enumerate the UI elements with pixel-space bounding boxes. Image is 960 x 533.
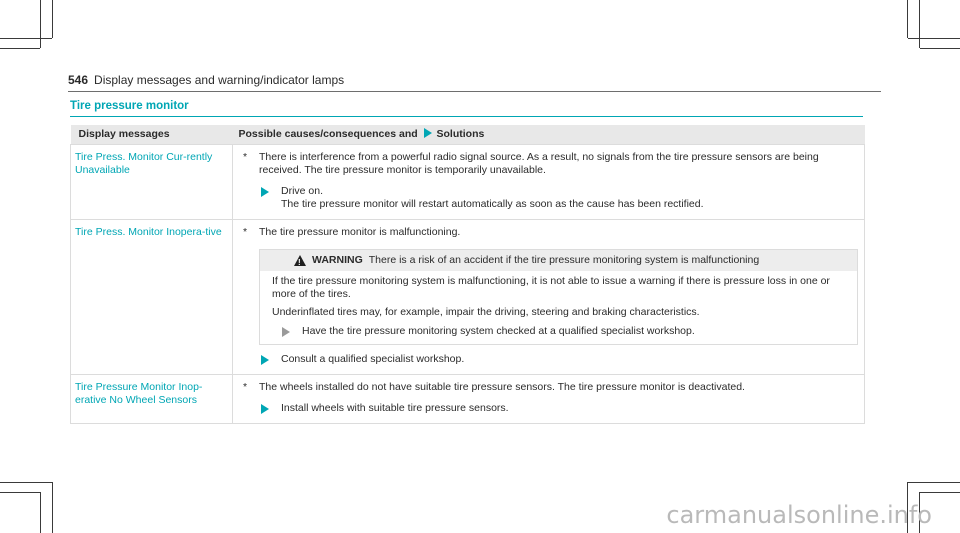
crop-mark	[0, 48, 40, 49]
crop-mark	[0, 482, 52, 483]
arrow-right-icon	[261, 355, 269, 365]
chapter-title: Display messages and warning/indicator lamps	[94, 73, 345, 87]
crop-mark	[0, 492, 40, 493]
cause-cell	[233, 145, 865, 220]
warning-label: WARNING	[312, 254, 363, 266]
crop-mark	[40, 492, 41, 533]
warning-box	[259, 249, 858, 345]
cause-text: The wheels installed do not have suitable tire pressure sensors. The tire pressure monitor is deactivated.	[259, 381, 745, 393]
action-note: The tire pressure monitor will restart automatically as soon as the cause has been rectified.	[281, 198, 704, 210]
action-step	[261, 185, 858, 211]
message-cell: Tire Pressure Monitor Inop-erative No Wheel Sensors	[71, 375, 233, 424]
column-header-display-messages: Display messages	[71, 125, 233, 145]
cause-cell	[233, 220, 865, 375]
crop-mark	[907, 0, 908, 38]
action-text: Consult a qualified specialist workshop.	[281, 353, 465, 365]
cause-item	[239, 381, 858, 394]
warning-action-step	[282, 325, 845, 338]
asterisk-bullet: *	[243, 226, 248, 238]
table-row	[71, 220, 865, 375]
crop-mark	[908, 38, 960, 39]
warning-title: There is a risk of an accident if the tire pressure monitoring system is malfunctioning	[368, 254, 760, 266]
arrow-right-icon	[261, 187, 269, 197]
crop-mark	[52, 482, 53, 533]
arrow-right-icon	[424, 128, 432, 138]
asterisk-bullet: *	[243, 151, 248, 163]
crop-mark	[908, 482, 960, 483]
crop-mark	[0, 38, 52, 39]
solutions-label: Solutions	[436, 128, 485, 140]
arrow-right-icon	[261, 404, 269, 414]
column-header-causes	[233, 125, 865, 145]
crop-mark	[920, 492, 960, 493]
table-header-row	[71, 125, 865, 145]
page-number: 546	[68, 73, 89, 87]
warning-action-text: Have the tire pressure monitoring system checked at a qualified specialist workshop.	[302, 325, 695, 337]
warning-paragraph: If the tire pressure monitoring system is malfunctioning, it is not able to issue a warning if there is pressure loss in one or more of the tires.	[272, 275, 830, 300]
crop-mark	[919, 0, 920, 48]
cause-item	[239, 151, 858, 177]
crop-mark	[920, 48, 960, 49]
action-text: Drive on.	[281, 185, 324, 197]
warning-header	[260, 250, 857, 271]
warning-triangle-icon	[294, 255, 306, 266]
crop-mark	[40, 0, 41, 48]
cause-item	[239, 226, 858, 239]
arrow-right-icon	[282, 327, 290, 337]
causes-label: Possible causes/consequences and	[238, 128, 418, 140]
asterisk-bullet: *	[243, 381, 248, 393]
table-row	[71, 375, 865, 424]
action-text: Install wheels with suitable tire pressure sensors.	[281, 402, 509, 414]
message-cell: Tire Press. Monitor Inopera-tive	[71, 220, 233, 375]
page-header	[68, 73, 881, 92]
cause-text: There is interference from a powerful radio signal source. As a result, no signals from the tire pressure sensors are being received. The tire pressure monitor is temporarily unavailable.	[259, 151, 819, 176]
section-title: Tire pressure monitor	[70, 100, 189, 112]
crop-mark	[52, 0, 53, 38]
watermark: carmanualsonline.info	[666, 501, 932, 529]
warning-body	[260, 271, 857, 344]
action-step	[261, 353, 858, 366]
section-divider	[70, 116, 863, 117]
message-cell: Tire Press. Monitor Cur-rently Unavailable	[71, 145, 233, 220]
display-messages-table	[70, 125, 865, 424]
cause-cell	[233, 375, 865, 424]
warning-paragraph: Underinflated tires may, for example, impair the driving, steering and braking characteristics.	[272, 306, 700, 318]
action-step	[261, 402, 858, 415]
cause-text: The tire pressure monitor is malfunctioning.	[259, 226, 461, 238]
table-row	[71, 145, 865, 220]
